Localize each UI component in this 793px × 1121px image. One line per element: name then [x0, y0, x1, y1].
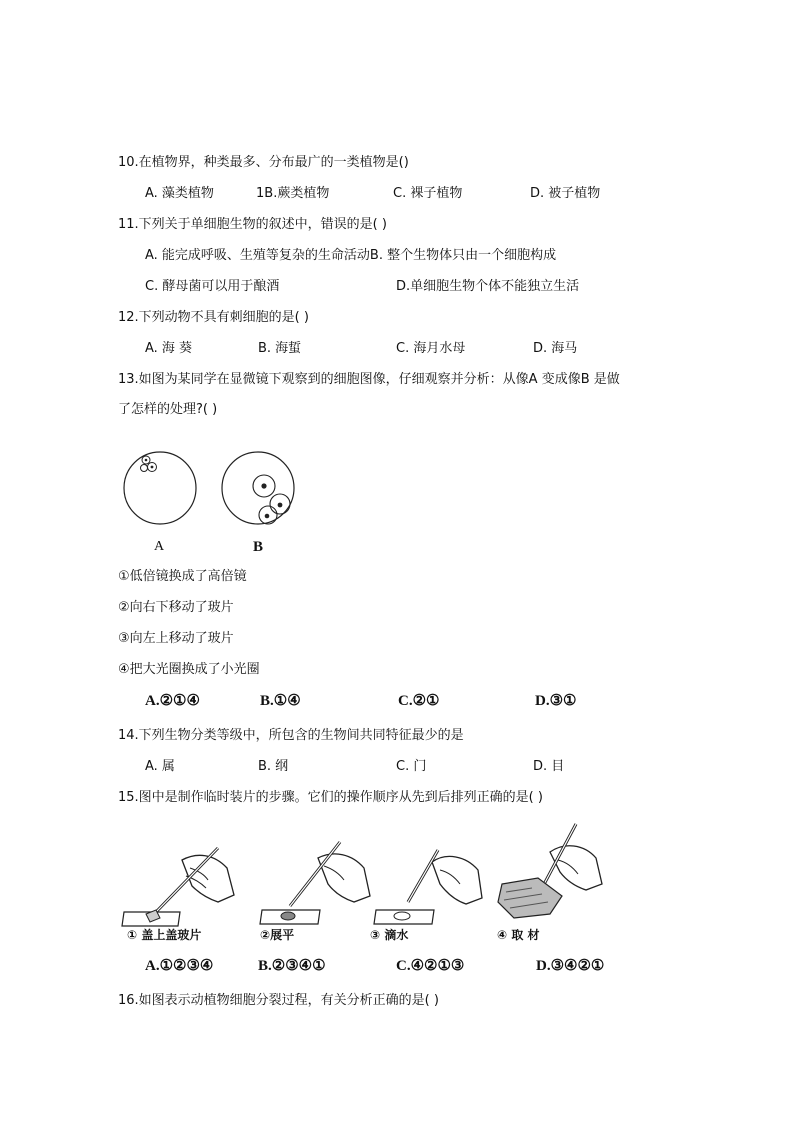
q13-statement-2: ②向右下移动了玻片: [118, 600, 234, 615]
question-15-stem: 15.图中是制作临时装片的步骤。它们的操作顺序从先到后排列正确的是( ): [118, 790, 543, 805]
q12-option-a: A. 海 葵: [145, 341, 193, 356]
figure-label-b: B: [253, 539, 264, 555]
q10-option-c: C. 裸子植物: [393, 186, 463, 201]
q11-option-c: C. 酵母菌可以用于酿酒: [145, 279, 280, 294]
q15-option-b: B.②③④①: [258, 958, 326, 974]
q13-option-a: A.②①④: [145, 693, 200, 709]
q10-option-b: 1B.蕨类植物: [256, 186, 330, 201]
question-11-stem: 11.下列关于单细胞生物的叙述中，错误的是( ): [118, 217, 387, 232]
question-13-stem-line2: 了怎样的处理?( ): [118, 402, 218, 417]
question-16-stem: 16.如图表示动植物细胞分裂过程，有关分析正确的是( ): [118, 993, 439, 1008]
step-caption-3: ③ 滴水: [370, 928, 409, 942]
q12-option-c: C. 海月水母: [396, 341, 466, 356]
question-14-stem: 14.下列生物分类等级中，所包含的生物间共同特征最少的是: [118, 728, 464, 743]
q14-option-a: A. 属: [145, 759, 175, 774]
microscope-view-b: [218, 448, 298, 528]
q10-option-a: A. 藻类植物: [145, 186, 214, 201]
step-illustration-take-material: [492, 822, 612, 922]
step-illustration-drip-water: [370, 840, 490, 930]
step-caption-4: ④ 取 材: [497, 928, 540, 942]
figure-label-a: A: [154, 539, 165, 554]
q14-option-d: D. 目: [533, 759, 565, 774]
microscope-view-a: [120, 448, 200, 528]
question-13-stem-line1: 13.如图为某同学在显微镜下观察到的细胞图像，仔细观察并分析：从像A 变成像B 是做: [118, 372, 620, 387]
step-illustration-spread: [258, 840, 378, 930]
q13-statement-3: ③向左上移动了玻片: [118, 631, 234, 646]
q13-option-c: C.②①: [398, 693, 440, 709]
question-12-stem: 12.下列动物不具有刺细胞的是( ): [118, 310, 309, 325]
q15-option-a: A.①②③④: [145, 958, 214, 974]
q14-option-b: B. 纲: [258, 759, 289, 774]
q11-option-d: D.单细胞生物个体不能独立生活: [396, 279, 580, 294]
q13-statement-4: ④把大光圈换成了小光圈: [118, 662, 260, 677]
step-caption-2: ②展平: [260, 928, 295, 942]
step-illustration-cover-slip: [122, 840, 242, 930]
question-10-stem: 10.在植物界，种类最多、分布最广的一类植物是(): [118, 155, 409, 170]
q14-option-c: C. 门: [396, 759, 427, 774]
q13-statement-1: ①低倍镜换成了高倍镜: [118, 569, 247, 584]
q15-option-c: C.④②①③: [396, 958, 465, 974]
q15-option-d: D.③④②①: [536, 958, 605, 974]
q12-option-d: D. 海马: [533, 341, 578, 356]
q11-option-ab: A. 能完成呼吸、生殖等复杂的生命活动B. 整个生物体只由一个细胞构成: [145, 248, 557, 263]
step-caption-1: ① 盖上盖玻片: [127, 928, 202, 942]
q13-option-d: D.③①: [535, 693, 577, 709]
q10-option-d: D. 被子植物: [530, 186, 601, 201]
q12-option-b: B. 海蜇: [258, 341, 302, 356]
q13-option-b: B.①④: [260, 693, 301, 709]
